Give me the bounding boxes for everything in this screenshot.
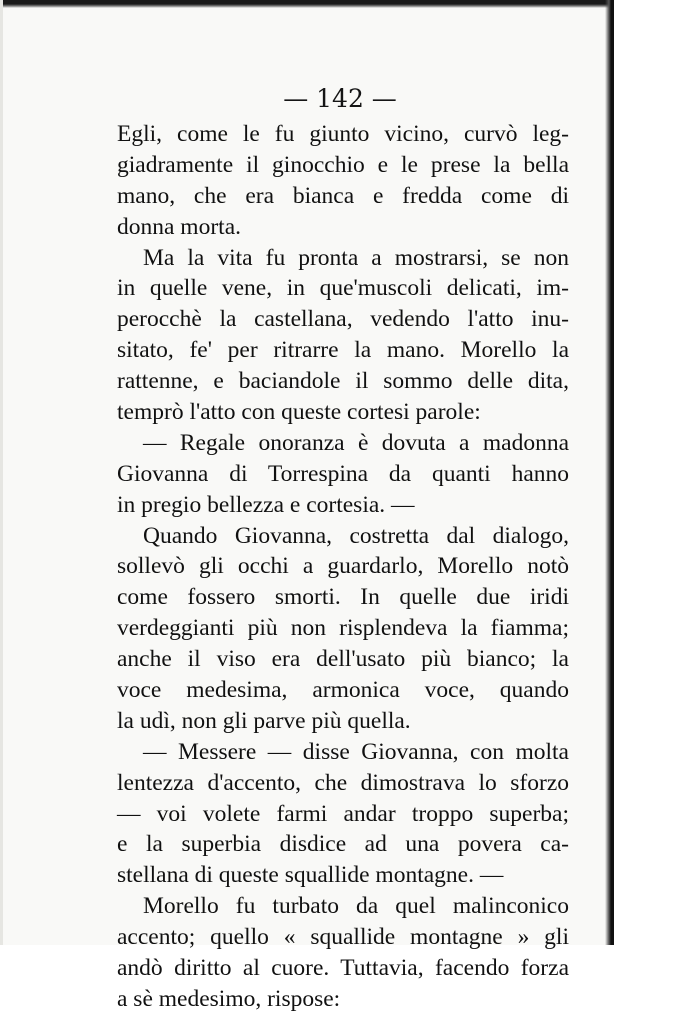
text-line: Giovanna di Torrespina da quanti hanno: [117, 460, 569, 487]
page-number: — 142 —: [283, 84, 397, 113]
text-line: accento; quello « squallide montagne » gli: [117, 924, 569, 951]
text-line: giadramente il ginocchio e le prese la bella: [117, 151, 569, 178]
body-text: [117, 119, 569, 1015]
text-line: — Regale onoranza è dovuta a madonna: [143, 429, 569, 456]
text-line: sitato, fe' per ritrarre la mano. Morello la: [117, 337, 569, 364]
text-line: e la superbia disdice ad una povera ca-: [117, 831, 569, 858]
text-line: in pregio bellezza e cortesia. —: [117, 491, 415, 518]
text-line: mano, che era bianca e fredda come di: [117, 182, 569, 209]
text-line: andò diritto al cuore. Tuttavia, facendo forza: [117, 955, 569, 982]
text-line: la udì, non gli parve più quella.: [117, 707, 411, 734]
text-line: come fossero smorti. In quelle due iridi: [117, 584, 569, 611]
text-line: — voi volete farmi andar troppo superba;: [117, 800, 569, 827]
text-line: Morello fu turbato da quel malinconico: [143, 893, 569, 920]
text-line: sollevò gli occhi a guardarlo, Morello notò: [117, 553, 569, 580]
text-line: voce medesima, armonica voce, quando: [117, 677, 569, 704]
text-line: anche il viso era dell'usato più bianco; la: [117, 646, 569, 673]
text-line: verdeggianti più non risplendeva la fiamma;: [117, 615, 569, 642]
text-line: Ma la vita fu pronta a mostrarsi, se non: [143, 244, 569, 271]
scan-left-border: [0, 0, 3, 945]
text-line: lentezza d'accento, che dimostrava lo sforzo: [117, 769, 569, 796]
text-line: Quando Giovanna, costretta dal dialogo,: [143, 522, 569, 549]
text-line: stellana di queste squallide montagne. —: [117, 862, 504, 889]
text-line: a sè medesimo, rispose:: [117, 985, 341, 1012]
text-line: Egli, come le fu giunto vicino, curvò leg-: [117, 121, 569, 147]
text-line: temprò l'atto con queste cortesi parole:: [117, 399, 481, 426]
text-line: rattenne, e baciandole il sommo delle dita,: [117, 368, 569, 395]
text-line: — Messere — disse Giovanna, con molta: [143, 738, 569, 765]
scan-right-border: [605, 0, 614, 945]
text-line: donna morta.: [117, 213, 241, 240]
text-line: perocchè la castellana, vedendo l'atto inu-: [117, 306, 569, 333]
scan-top-border: [0, 0, 614, 8]
text-line: in quelle vene, in que'muscoli delicati, im-: [117, 275, 569, 302]
